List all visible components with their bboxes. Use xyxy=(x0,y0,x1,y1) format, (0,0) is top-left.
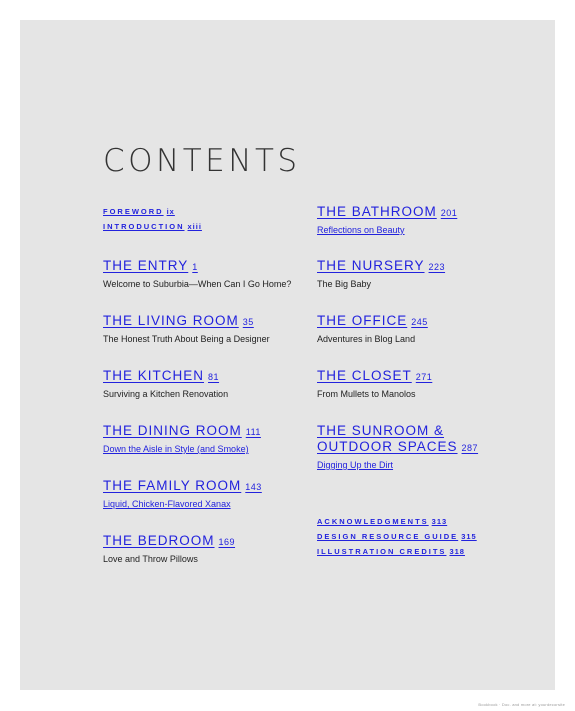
toc-chapter-entry xyxy=(103,258,291,291)
toc-link-acknowledgments[interactable]: ACKNOWLEDGMENTS 313 xyxy=(317,517,448,526)
chapter-subtitle-link[interactable]: Down the Aisle in Style (and Smoke) xyxy=(103,444,249,454)
toc-link-introduction[interactable]: INTRODUCTION xiii xyxy=(103,222,202,231)
toc-chapter-dining-room xyxy=(103,423,261,456)
chapter-subtitle: Love and Throw Pillows xyxy=(103,554,198,564)
chapter-subtitle: Surviving a Kitchen Renovation xyxy=(103,389,229,399)
footer-credit: Bookbook · Doc. and more at: yourdecorsite xyxy=(478,702,565,707)
contents-title: CONTENTS xyxy=(103,143,301,179)
toc-link-kitchen[interactable]: THE KITCHEN 81 xyxy=(103,368,220,383)
toc-link-dining-room[interactable]: THE DINING ROOM 111 xyxy=(103,423,261,438)
chapter-subtitle: Adventures in Blog Land xyxy=(317,334,416,344)
toc-link-entry[interactable]: THE ENTRY 1 xyxy=(103,258,198,273)
toc-link-illustration-credits[interactable]: ILLUSTRATION CREDITS 318 xyxy=(317,547,465,556)
chapter-subtitle-link[interactable]: Reflections on Beauty xyxy=(317,225,405,235)
toc-link-family-room[interactable]: THE FAMILY ROOM 143 xyxy=(103,478,262,493)
toc-link-foreword[interactable]: FOREWORD ix xyxy=(103,207,175,216)
chapter-subtitle: From Mullets to Manolos xyxy=(317,389,416,399)
chapter-subtitle: Welcome to Suburbia—When Can I Go Home? xyxy=(103,279,292,289)
toc-chapter-bedroom xyxy=(103,533,235,566)
toc-link-closet[interactable]: THE CLOSET 271 xyxy=(317,368,433,383)
toc-link-bathroom[interactable]: THE BATHROOM 201 xyxy=(317,204,458,219)
toc-link-living-room[interactable]: THE LIVING ROOM 35 xyxy=(103,313,254,328)
toc-link-sunroom-line1[interactable]: THE SUNROOM & xyxy=(317,423,445,438)
toc-link-office[interactable]: THE OFFICE 245 xyxy=(317,313,428,328)
toc-chapter-bathroom xyxy=(317,204,457,237)
chapter-subtitle-link[interactable]: Digging Up the Dirt xyxy=(317,460,394,470)
toc-link-design-resource-guide[interactable]: DESIGN RESOURCE GUIDE 315 xyxy=(317,532,477,541)
toc-link-sunroom-line2[interactable]: OUTDOOR SPACES 287 xyxy=(317,439,479,454)
toc-link-nursery[interactable]: THE NURSERY 223 xyxy=(317,258,446,273)
book-page xyxy=(20,20,555,690)
chapter-subtitle: The Big Baby xyxy=(317,279,372,289)
toc-chapter-closet xyxy=(317,368,432,401)
toc-chapter-sunroom xyxy=(317,423,478,472)
toc-chapter-nursery xyxy=(317,258,445,291)
toc-chapter-kitchen xyxy=(103,368,228,401)
toc-chapter-family-room xyxy=(103,478,262,511)
toc-chapter-living-room xyxy=(103,313,270,346)
back-matter xyxy=(317,514,477,559)
toc-link-bedroom[interactable]: THE BEDROOM 169 xyxy=(103,533,236,548)
toc-chapter-office xyxy=(317,313,428,346)
front-matter xyxy=(103,204,202,234)
chapter-subtitle: The Honest Truth About Being a Designer xyxy=(103,334,270,344)
chapter-subtitle-link[interactable]: Liquid, Chicken-Flavored Xanax xyxy=(103,499,231,509)
